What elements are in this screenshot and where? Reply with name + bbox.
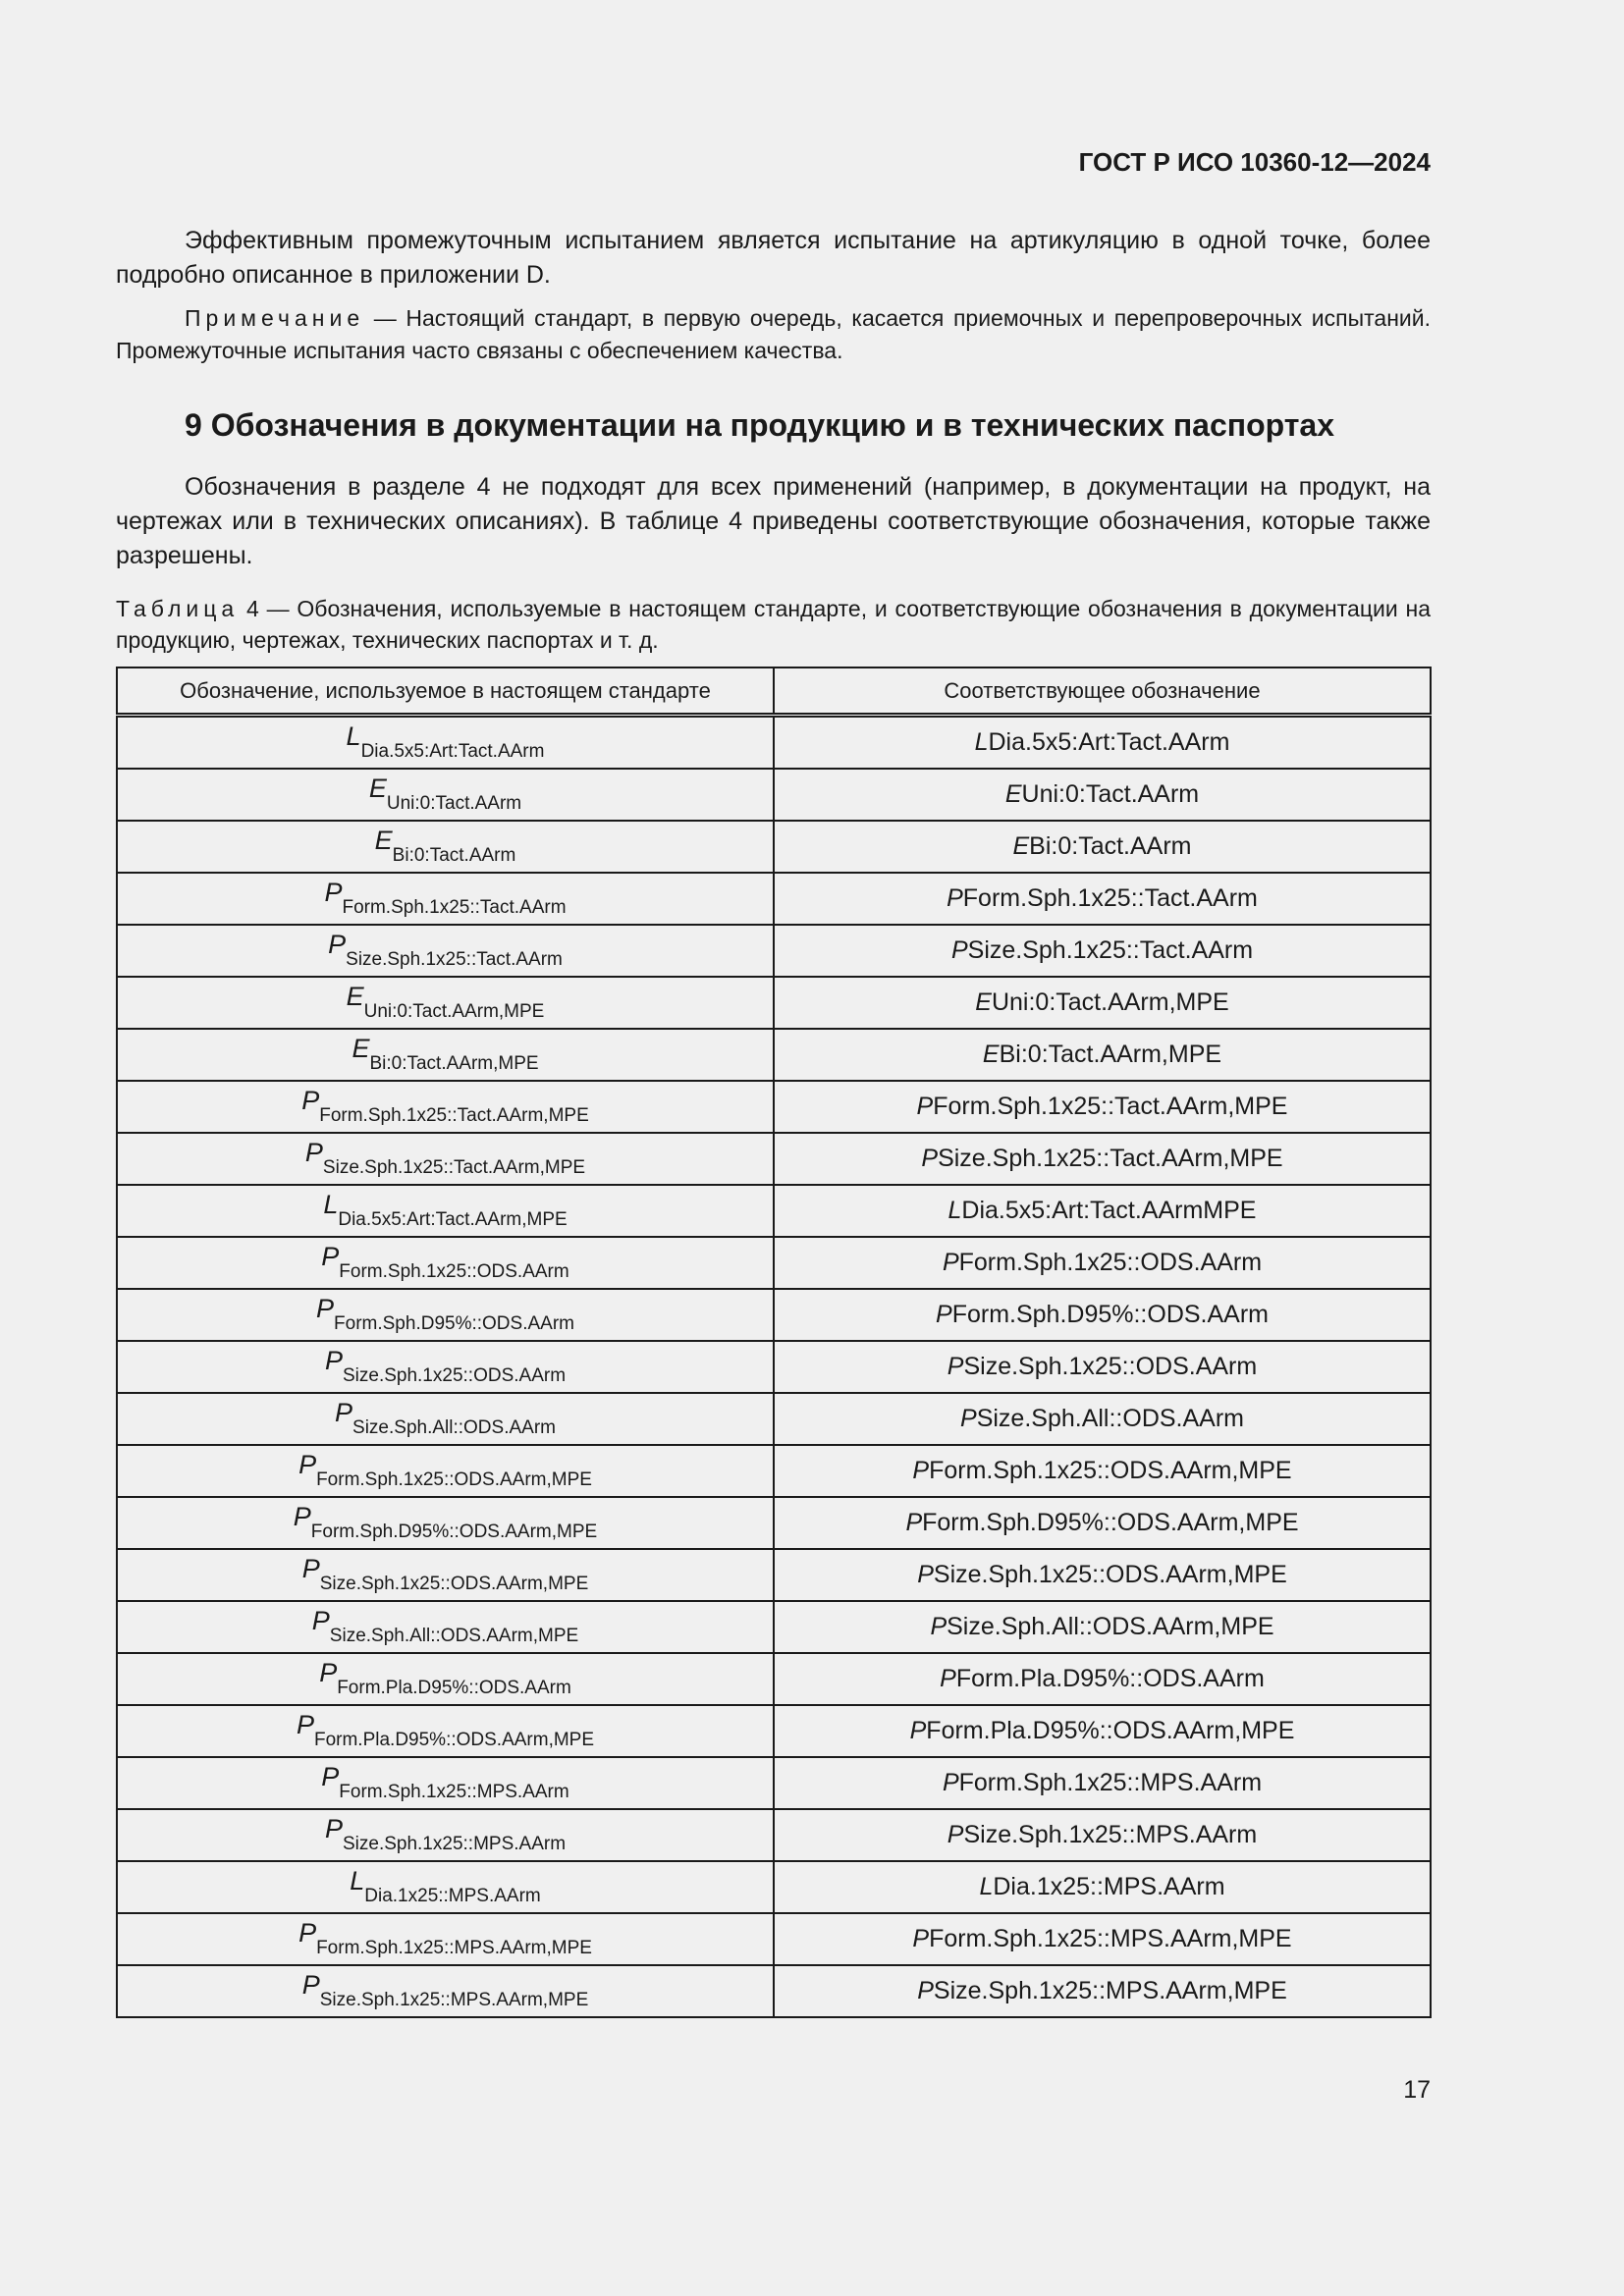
symbol: E	[346, 982, 364, 1011]
table-header-row	[117, 667, 1431, 716]
symbol: P	[942, 1769, 959, 1796]
symbol: E	[374, 826, 393, 855]
corresponding-designation-cell	[774, 1341, 1431, 1393]
standard-designation-cell	[117, 1653, 774, 1705]
symbol: L	[974, 728, 989, 756]
table-row	[117, 1653, 1431, 1705]
symbol: P	[335, 1398, 353, 1427]
symbol: P	[916, 1093, 934, 1120]
designations-table	[116, 667, 1432, 2018]
table-row	[117, 977, 1431, 1029]
subscript: Bi:0:Tact.AArm,MPE	[369, 1053, 539, 1074]
table-row	[117, 1549, 1431, 1601]
standard-designation-cell	[117, 1809, 774, 1861]
table-caption-label: Таблица	[116, 596, 240, 621]
table-row	[117, 1341, 1431, 1393]
corresponding-designation-cell	[774, 1913, 1431, 1965]
corresponding-designation-cell	[774, 1081, 1431, 1133]
symbol: P	[947, 1353, 964, 1380]
designation-text: Form.Sph.1x25::Tact.AArm	[962, 884, 1258, 912]
subscript: Form.Sph.1x25::ODS.AArm,MPE	[316, 1469, 592, 1490]
table-row	[117, 1029, 1431, 1081]
standard-designation-cell	[117, 873, 774, 925]
designation-text: Form.Sph.1x25::Tact.AArm,MPE	[933, 1093, 1288, 1120]
symbol: P	[316, 1294, 335, 1323]
designation-text: Dia.1x25::MPS.AArm	[993, 1873, 1225, 1900]
symbol: P	[301, 1970, 320, 2000]
subscript: Size.Sph.All::ODS.AArm	[352, 1417, 556, 1438]
designation-text: Uni:0:Tact.AArm	[1021, 780, 1200, 808]
symbol: P	[947, 884, 963, 912]
subscript: Size.Sph.1x25::ODS.AArm	[342, 1365, 567, 1386]
subscript: Form.Sph.D95%::ODS.AArm	[334, 1313, 574, 1334]
table-row	[117, 925, 1431, 977]
table-caption	[116, 593, 1431, 656]
symbol: P	[301, 1086, 320, 1115]
designation-text: Form.Sph.1x25::MPS.AArm	[958, 1769, 1263, 1796]
corresponding-designation-cell	[774, 1133, 1431, 1185]
note-label: Примечание	[185, 305, 365, 331]
standard-designation-cell	[117, 1965, 774, 2017]
symbol: P	[304, 1138, 323, 1167]
symbol: P	[311, 1606, 330, 1635]
corresponding-designation-cell	[774, 873, 1431, 925]
corresponding-designation-cell	[774, 1601, 1431, 1653]
subscript: Size.Sph.1x25::MPS.AArm,MPE	[319, 1990, 589, 2010]
symbol: P	[321, 1242, 340, 1271]
symbol: P	[321, 1762, 340, 1791]
symbol: E	[1004, 780, 1022, 808]
table-row	[117, 1913, 1431, 1965]
symbol: P	[950, 936, 968, 964]
section-title: 9 Обозначения в документации на продукцию и в технических паспортах	[185, 407, 1334, 443]
symbol: P	[298, 1918, 317, 1948]
table-row	[117, 873, 1431, 925]
corresponding-designation-cell	[774, 1549, 1431, 1601]
subscript: Uni:0:Tact.AArm,MPE	[363, 1001, 545, 1022]
designation-text: Form.Sph.1x25::ODS.AArm	[958, 1249, 1263, 1276]
table-row	[117, 1185, 1431, 1237]
subscript: Size.Sph.1x25::MPS.AArm	[342, 1834, 567, 1854]
symbol: P	[960, 1405, 977, 1432]
corresponding-designation-cell	[774, 1861, 1431, 1913]
header-cell-corresponding: Соответствующее обозначение	[774, 667, 1431, 716]
designation-text: Size.Sph.1x25::MPS.AArm	[963, 1821, 1258, 1848]
symbol: P	[947, 1821, 964, 1848]
symbol: P	[912, 1457, 930, 1484]
subscript: Size.Sph.1x25::Tact.AArm	[346, 949, 563, 970]
symbol: P	[319, 1658, 338, 1687]
corresponding-designation-cell	[774, 1497, 1431, 1549]
corresponding-designation-cell	[774, 925, 1431, 977]
standard-designation-cell	[117, 1029, 774, 1081]
symbol: P	[296, 1710, 314, 1739]
subscript: Uni:0:Tact.AArm	[386, 793, 522, 814]
designation-text: Bi:0:Tact.AArm	[1029, 832, 1192, 860]
subscript: Dia.1x25::MPS.AArm	[364, 1886, 541, 1906]
note-paragraph	[116, 302, 1431, 367]
symbol: E	[352, 1034, 370, 1063]
standard-designation-cell	[117, 1341, 774, 1393]
subscript: Dia.5x5:Art:Tact.AArm	[360, 741, 545, 762]
table-row	[117, 1393, 1431, 1445]
table-row	[117, 1289, 1431, 1341]
symbol: P	[930, 1613, 947, 1640]
subscript: Dia.5x5:Art:Tact.AArm,MPE	[338, 1209, 568, 1230]
subscript: Bi:0:Tact.AArm	[392, 845, 516, 866]
table-row	[117, 1705, 1431, 1757]
table-row	[117, 1965, 1431, 2017]
table-row	[117, 716, 1431, 770]
subscript: Size.Sph.1x25::ODS.AArm,MPE	[319, 1574, 589, 1594]
designation-text: Dia.5x5:Art:Tact.AArm	[988, 728, 1230, 756]
symbol: L	[350, 1866, 365, 1896]
designation-text: Form.Sph.D95%::ODS.AArm	[951, 1301, 1269, 1328]
table-row	[117, 821, 1431, 873]
designation-text: Size.Sph.All::ODS.AArm,MPE	[947, 1613, 1274, 1640]
designation-text: Size.Sph.1x25::ODS.AArm,MPE	[933, 1561, 1287, 1588]
corresponding-designation-cell	[774, 977, 1431, 1029]
symbol: P	[301, 1554, 320, 1583]
symbol: L	[346, 721, 361, 751]
designation-text: Dia.5x5:Art:Tact.AArmMPE	[961, 1197, 1257, 1224]
section-paragraph: Обозначения в разделе 4 не подходят для всех применений (например, в документации на продукт, на чертежах или в технических описаниях). В таблице 4 приведены соответствующие обозначения, которые также разрешены.	[116, 473, 1431, 569]
symbol: P	[324, 1814, 343, 1843]
intro-paragraph: Эффективным промежуточным испытанием является испытание на артикуляцию в одной точке, более подробно описанное в приложении D.	[116, 227, 1431, 289]
table-row	[117, 1237, 1431, 1289]
standard-designation-cell	[117, 769, 774, 821]
standard-designation-cell	[117, 1861, 774, 1913]
symbol: L	[979, 1873, 994, 1900]
designation-text: Form.Sph.1x25::ODS.AArm,MPE	[929, 1457, 1292, 1484]
table-caption-text: 4 — Обозначения, используемые в настоящем стандарте, и соответствующие обозначения в документации на продукцию, чертежах, технических паспортах и т. д.	[116, 596, 1431, 653]
corresponding-designation-cell	[774, 1445, 1431, 1497]
symbol: P	[324, 1346, 343, 1375]
subscript: Form.Pla.D95%::ODS.AArm	[337, 1678, 571, 1698]
standard-designation-cell	[117, 1705, 774, 1757]
standard-designation-cell	[117, 1185, 774, 1237]
symbol: P	[917, 1561, 934, 1588]
symbol: P	[293, 1502, 311, 1531]
subscript: Form.Sph.D95%::ODS.AArm,MPE	[310, 1522, 598, 1542]
designation-text: Form.Sph.D95%::ODS.AArm,MPE	[922, 1509, 1299, 1536]
subscript: Form.Sph.1x25::MPS.AArm	[339, 1782, 569, 1802]
symbol: P	[921, 1145, 939, 1172]
symbol: E	[982, 1041, 1000, 1068]
designation-text: Form.Sph.1x25::MPS.AArm,MPE	[929, 1925, 1292, 1952]
symbol: E	[1012, 832, 1030, 860]
symbol: P	[917, 1977, 934, 2004]
symbol: P	[298, 1450, 317, 1479]
designation-text: Form.Pla.D95%::ODS.AArm	[955, 1665, 1265, 1692]
corresponding-designation-cell	[774, 769, 1431, 821]
table-row	[117, 1809, 1431, 1861]
standard-designation-cell	[117, 1289, 774, 1341]
symbol: P	[328, 930, 347, 959]
subscript: Form.Sph.1x25::MPS.AArm,MPE	[316, 1938, 592, 1958]
corresponding-designation-cell	[774, 1757, 1431, 1809]
table-row	[117, 1133, 1431, 1185]
corresponding-designation-cell	[774, 1237, 1431, 1289]
standard-designation-cell	[117, 1393, 774, 1445]
table-row	[117, 1081, 1431, 1133]
symbol: P	[942, 1249, 959, 1276]
standard-designation-cell	[117, 1133, 774, 1185]
table-row	[117, 1601, 1431, 1653]
table-row	[117, 1757, 1431, 1809]
standard-designation-cell	[117, 821, 774, 873]
corresponding-designation-cell	[774, 716, 1431, 770]
page-number: 17	[1403, 2076, 1431, 2104]
document-code: ГОСТ Р ИСО 10360-12—2024	[1078, 147, 1431, 177]
symbol: P	[936, 1301, 952, 1328]
table-row	[117, 1497, 1431, 1549]
corresponding-designation-cell	[774, 1185, 1431, 1237]
subscript: Size.Sph.1x25::Tact.AArm,MPE	[322, 1157, 586, 1178]
designation-text: Size.Sph.1x25::Tact.AArm,MPE	[938, 1145, 1283, 1172]
standard-designation-cell	[117, 1237, 774, 1289]
corresponding-designation-cell	[774, 1965, 1431, 2017]
table-body	[117, 716, 1431, 2018]
designation-text: Size.Sph.All::ODS.AArm	[976, 1405, 1244, 1432]
subscript: Form.Pla.D95%::ODS.AArm,MPE	[313, 1730, 595, 1750]
symbol: P	[909, 1717, 927, 1744]
symbol: P	[905, 1509, 923, 1536]
corresponding-designation-cell	[774, 1705, 1431, 1757]
corresponding-designation-cell	[774, 1809, 1431, 1861]
symbol: P	[324, 878, 343, 907]
subscript: Form.Sph.1x25::Tact.AArm,MPE	[319, 1105, 589, 1126]
designation-text: Bi:0:Tact.AArm,MPE	[999, 1041, 1222, 1068]
designation-text: Size.Sph.1x25::MPS.AArm,MPE	[933, 1977, 1287, 2004]
standard-designation-cell	[117, 1601, 774, 1653]
subscript: Form.Sph.1x25::Tact.AArm	[342, 897, 567, 918]
designation-text: Size.Sph.1x25::Tact.AArm	[967, 936, 1254, 964]
note-text: — Настоящий стандарт, в первую очередь, касается приемочных и перепроверочных испытаний. Промежуточные испытания часто связаны с обеспечением качества.	[116, 305, 1431, 363]
corresponding-designation-cell	[774, 1393, 1431, 1445]
standard-designation-cell	[117, 1913, 774, 1965]
subscript: Form.Sph.1x25::ODS.AArm	[339, 1261, 569, 1282]
designation-text: Uni:0:Tact.AArm,MPE	[991, 988, 1229, 1016]
symbol: L	[947, 1197, 962, 1224]
corresponding-designation-cell	[774, 821, 1431, 873]
symbol: E	[368, 774, 387, 803]
symbol: L	[323, 1190, 339, 1219]
subscript: Size.Sph.All::ODS.AArm,MPE	[329, 1626, 579, 1646]
symbol: E	[975, 988, 992, 1016]
header-cell-standard: Обозначение, используемое в настоящем стандарте	[117, 667, 774, 716]
corresponding-designation-cell	[774, 1289, 1431, 1341]
standard-designation-cell	[117, 716, 774, 770]
table-row	[117, 769, 1431, 821]
designation-text: Size.Sph.1x25::ODS.AArm	[963, 1353, 1258, 1380]
corresponding-designation-cell	[774, 1653, 1431, 1705]
standard-designation-cell	[117, 1081, 774, 1133]
standard-designation-cell	[117, 1445, 774, 1497]
table-row	[117, 1861, 1431, 1913]
standard-designation-cell	[117, 977, 774, 1029]
corresponding-designation-cell	[774, 1029, 1431, 1081]
standard-designation-cell	[117, 1497, 774, 1549]
symbol: P	[940, 1665, 956, 1692]
standard-designation-cell	[117, 1757, 774, 1809]
standard-designation-cell	[117, 1549, 774, 1601]
designation-text: Form.Pla.D95%::ODS.AArm,MPE	[926, 1717, 1295, 1744]
standard-designation-cell	[117, 925, 774, 977]
table-row	[117, 1445, 1431, 1497]
symbol: P	[912, 1925, 930, 1952]
